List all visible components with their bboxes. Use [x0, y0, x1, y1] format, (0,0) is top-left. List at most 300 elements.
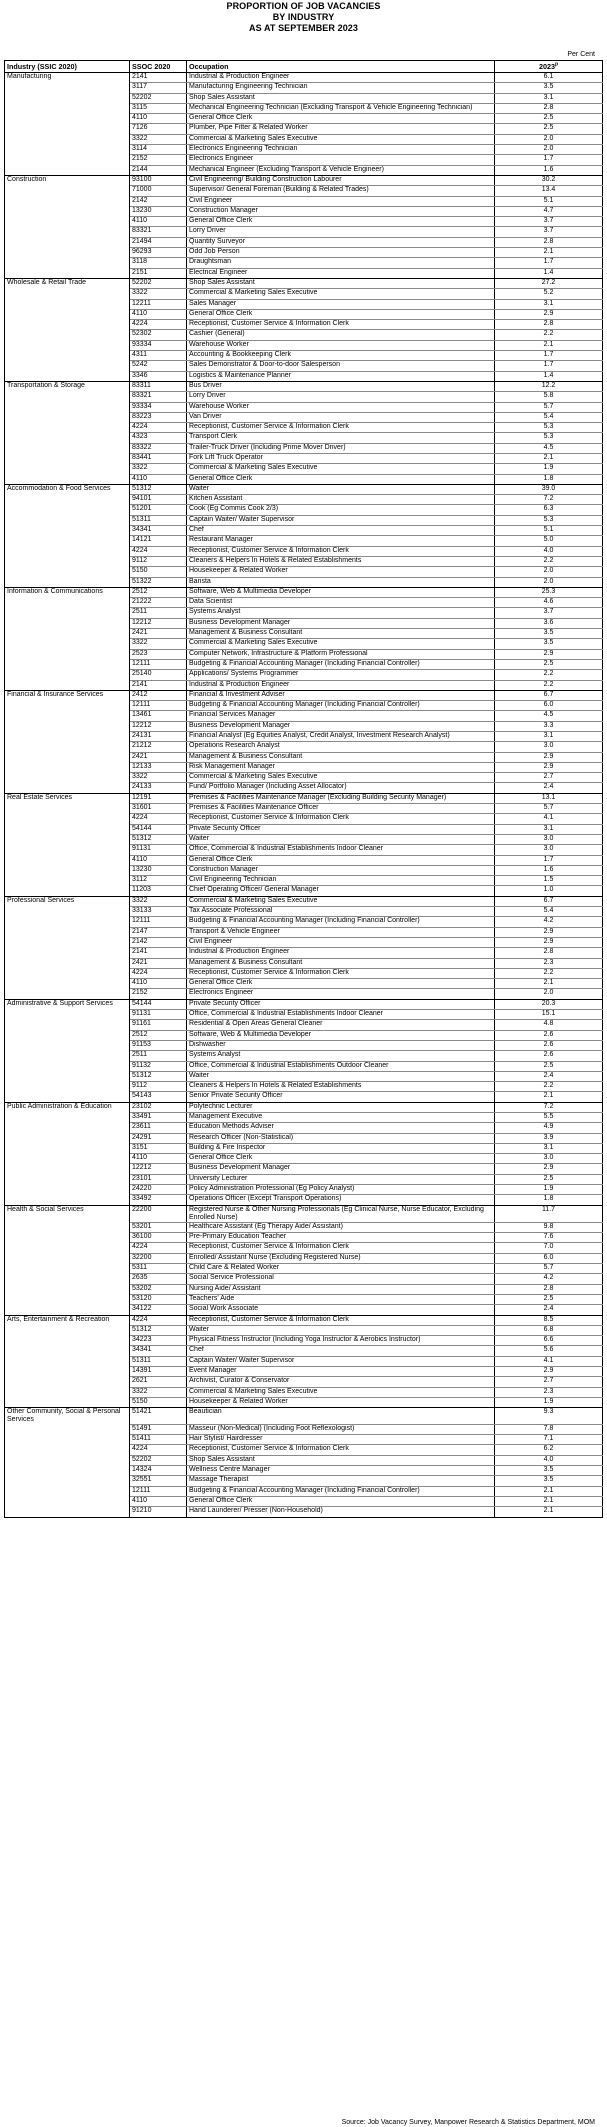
value-cell: 30.2 — [495, 175, 603, 185]
ssoc-cell: 3322 — [130, 289, 187, 299]
ssoc-cell: 32200 — [130, 1253, 187, 1263]
ssoc-cell: 51491 — [130, 1424, 187, 1434]
value-cell: 2.9 — [495, 649, 603, 659]
occupation-cell: Receptionist, Customer Service & Information Clerk — [187, 1315, 495, 1325]
value-cell: 5.6 — [495, 1346, 603, 1356]
value-cell: 2.3 — [495, 958, 603, 968]
table-row — [5, 886, 603, 896]
value-cell: 1.6 — [495, 165, 603, 175]
table-row — [5, 196, 603, 206]
value-cell: 2.5 — [495, 114, 603, 124]
value-cell: 9.3 — [495, 1408, 603, 1425]
industry-cell — [5, 464, 130, 474]
table-row — [5, 752, 603, 762]
ssoc-cell: 4224 — [130, 320, 187, 330]
industry-cell — [5, 1082, 130, 1092]
value-cell: 15.1 — [495, 1010, 603, 1020]
ssoc-cell: 33492 — [130, 1195, 187, 1205]
table-row — [5, 732, 603, 742]
table-row — [5, 515, 603, 525]
industry-cell — [5, 83, 130, 93]
ssoc-cell: 4224 — [130, 423, 187, 433]
table-row — [5, 134, 603, 144]
occupation-cell: Warehouse Worker — [187, 340, 495, 350]
industry-cell — [5, 752, 130, 762]
occupation-cell: Management Executive — [187, 1112, 495, 1122]
table-row — [5, 1195, 603, 1205]
ssoc-cell: 21222 — [130, 598, 187, 608]
value-cell: 2.2 — [495, 968, 603, 978]
value-cell: 3.5 — [495, 629, 603, 639]
industry-cell — [5, 1185, 130, 1195]
ssoc-cell: 2412 — [130, 690, 187, 700]
value-cell: 2.6 — [495, 1030, 603, 1040]
occupation-cell: Commercial & Marketing Sales Executive — [187, 773, 495, 783]
industry-cell — [5, 824, 130, 834]
source-note: Source: Job Vacancy Survey, Manpower Research & Statistics Department, MOM — [341, 2119, 595, 2126]
table-row — [5, 629, 603, 639]
value-cell: 2.9 — [495, 1367, 603, 1377]
value-cell: 4.1 — [495, 1356, 603, 1366]
industry-cell — [5, 556, 130, 566]
table-row — [5, 1174, 603, 1184]
value-cell: 5.1 — [495, 526, 603, 536]
occupation-cell: Civil Engineering Technician — [187, 876, 495, 886]
table-row — [5, 381, 603, 391]
table-row — [5, 1133, 603, 1143]
ssoc-cell: 11203 — [130, 886, 187, 896]
industry-cell — [5, 629, 130, 639]
table-row — [5, 690, 603, 700]
industry-cell — [5, 505, 130, 515]
value-cell: 1.4 — [495, 371, 603, 381]
value-cell: 6.6 — [495, 1336, 603, 1346]
table-row — [5, 124, 603, 134]
ssoc-cell: 2635 — [130, 1274, 187, 1284]
value-cell: 27.2 — [495, 278, 603, 288]
occupation-cell: Receptionist, Customer Service & Information Clerk — [187, 1243, 495, 1253]
value-cell: 2.8 — [495, 320, 603, 330]
table-row — [5, 1325, 603, 1335]
ssoc-cell: 12211 — [130, 299, 187, 309]
value-cell: 2.6 — [495, 1051, 603, 1061]
industry-cell: Construction — [5, 175, 130, 185]
occupation-cell: Management & Business Consultant — [187, 958, 495, 968]
table-row — [5, 351, 603, 361]
value-cell: 4.1 — [495, 814, 603, 824]
industry-cell — [5, 1496, 130, 1506]
table-row — [5, 1455, 603, 1465]
table-row — [5, 1294, 603, 1304]
value-cell: 3.6 — [495, 618, 603, 628]
table-row — [5, 1123, 603, 1133]
value-cell: 3.3 — [495, 721, 603, 731]
industry-cell — [5, 1397, 130, 1407]
value-cell: 3.5 — [495, 639, 603, 649]
occupation-cell: Construction Manager — [187, 865, 495, 875]
table-row — [5, 989, 603, 999]
value-cell: 2.0 — [495, 577, 603, 587]
occupation-cell: Budgeting & Financial Accounting Manager (Including Financial Controller) — [187, 917, 495, 927]
ssoc-cell: 2523 — [130, 649, 187, 659]
industry-cell — [5, 114, 130, 124]
industry-cell — [5, 165, 130, 175]
industry-cell — [5, 103, 130, 113]
industry-cell — [5, 1305, 130, 1315]
table-row — [5, 1496, 603, 1506]
industry-cell — [5, 1367, 130, 1377]
industry-cell — [5, 536, 130, 546]
ssoc-cell: 51411 — [130, 1435, 187, 1445]
industry-cell — [5, 330, 130, 340]
occupation-cell: Barista — [187, 577, 495, 587]
table-row — [5, 299, 603, 309]
value-cell: 5.7 — [495, 402, 603, 412]
occupation-cell: Receptionist, Customer Service & Information Clerk — [187, 968, 495, 978]
ssoc-cell: 21494 — [130, 237, 187, 247]
ssoc-cell: 94101 — [130, 495, 187, 505]
value-cell: 3.9 — [495, 1133, 603, 1143]
ssoc-cell: 83321 — [130, 392, 187, 402]
occupation-cell: Applications/ Systems Programmer — [187, 670, 495, 680]
value-cell: 5.4 — [495, 907, 603, 917]
industry-cell — [5, 546, 130, 556]
occupation-cell: Research Officer (Non-Statistical) — [187, 1133, 495, 1143]
occupation-cell: Social Work Associate — [187, 1305, 495, 1315]
occupation-cell: Commercial & Marketing Sales Executive — [187, 1387, 495, 1397]
value-cell: 5.7 — [495, 804, 603, 814]
occupation-cell: Business Development Manager — [187, 721, 495, 731]
occupation-cell: Industrial & Production Engineer — [187, 73, 495, 83]
industry-cell — [5, 886, 130, 896]
industry-cell — [5, 1455, 130, 1465]
industry-cell — [5, 1020, 130, 1030]
ssoc-cell: 2141 — [130, 948, 187, 958]
ssoc-cell: 83321 — [130, 227, 187, 237]
table-row — [5, 227, 603, 237]
table-row — [5, 361, 603, 371]
industry-cell — [5, 134, 130, 144]
industry-cell — [5, 1325, 130, 1335]
ssoc-cell: 3322 — [130, 896, 187, 906]
occupation-cell: Warehouse Worker — [187, 402, 495, 412]
ssoc-cell: 96293 — [130, 248, 187, 258]
ssoc-cell: 2147 — [130, 927, 187, 937]
industry-cell — [5, 701, 130, 711]
occupation-cell: Healthcare Assistant (Eg Therapy Aide/ Assistant) — [187, 1222, 495, 1232]
industry-cell — [5, 1061, 130, 1071]
table-row — [5, 1253, 603, 1263]
table-row — [5, 608, 603, 618]
ssoc-cell: 2511 — [130, 1051, 187, 1061]
ssoc-cell: 5150 — [130, 1397, 187, 1407]
industry-cell — [5, 1476, 130, 1486]
table-row — [5, 701, 603, 711]
occupation-cell: Receptionist, Customer Service & Information Clerk — [187, 814, 495, 824]
ssoc-cell: 12133 — [130, 762, 187, 772]
table-row — [5, 402, 603, 412]
ssoc-cell: 51312 — [130, 834, 187, 844]
ssoc-cell: 53120 — [130, 1294, 187, 1304]
value-cell: 4.8 — [495, 1020, 603, 1030]
industry-cell — [5, 206, 130, 216]
value-cell: 4.5 — [495, 443, 603, 453]
title-line-1: PROPORTION OF JOB VACANCIES — [226, 1, 381, 11]
occupation-cell: Restaurant Manager — [187, 536, 495, 546]
table-row — [5, 371, 603, 381]
value-cell: 7.2 — [495, 1102, 603, 1112]
occupation-cell: Cook (Eg Commis Cook 2/3) — [187, 505, 495, 515]
industry-cell: Transportation & Storage — [5, 381, 130, 391]
occupation-cell: Commercial & Marketing Sales Executive — [187, 639, 495, 649]
value-cell: 3.0 — [495, 742, 603, 752]
ssoc-cell: 4110 — [130, 1154, 187, 1164]
ssoc-cell: 3117 — [130, 83, 187, 93]
occupation-cell: General Office Clerk — [187, 979, 495, 989]
industry-cell — [5, 1387, 130, 1397]
occupation-cell: Registered Nurse & Other Nursing Professionals (Eg Clinical Nurse, Nurse Educator, Excluding Enrolled Nurse) — [187, 1205, 495, 1222]
ssoc-cell: 3346 — [130, 371, 187, 381]
value-cell: 7.8 — [495, 1424, 603, 1434]
occupation-cell: Sales Demonstrator & Door-to-door Salesperson — [187, 361, 495, 371]
occupation-cell: Office, Commercial & Industrial Establishments Indoor Cleaner — [187, 1010, 495, 1020]
occupation-cell: Private Security Officer — [187, 824, 495, 834]
ssoc-cell: 14324 — [130, 1466, 187, 1476]
value-cell: 3.0 — [495, 834, 603, 844]
occupation-cell: Cashier (General) — [187, 330, 495, 340]
table-row — [5, 1112, 603, 1122]
table-row — [5, 999, 603, 1009]
industry-cell — [5, 1174, 130, 1184]
value-cell: 5.3 — [495, 515, 603, 525]
ssoc-cell: 23611 — [130, 1123, 187, 1133]
table-row — [5, 1284, 603, 1294]
industry-cell — [5, 1274, 130, 1284]
industry-cell — [5, 217, 130, 227]
ssoc-cell: 54143 — [130, 1092, 187, 1102]
value-cell: 2.1 — [495, 1496, 603, 1506]
table-row — [5, 268, 603, 278]
table-row — [5, 556, 603, 566]
occupation-cell: Nursing Aide/ Assistant — [187, 1284, 495, 1294]
value-cell: 4.7 — [495, 206, 603, 216]
occupation-cell: Commercial & Marketing Sales Executive — [187, 896, 495, 906]
table-row — [5, 536, 603, 546]
table-row — [5, 1397, 603, 1407]
table-row — [5, 1071, 603, 1081]
occupation-cell: Office, Commercial & Industrial Establishments Indoor Cleaner — [187, 845, 495, 855]
ssoc-cell: 4224 — [130, 968, 187, 978]
occupation-cell: Office, Commercial & Industrial Establishments Outdoor Cleaner — [187, 1061, 495, 1071]
occupation-cell: Systems Analyst — [187, 1051, 495, 1061]
occupation-cell: Financial Services Manager — [187, 711, 495, 721]
occupation-cell: Senior Private Security Officer — [187, 1092, 495, 1102]
table-row — [5, 979, 603, 989]
value-cell: 3.1 — [495, 1143, 603, 1153]
occupation-cell: Management & Business Consultant — [187, 629, 495, 639]
industry-cell — [5, 227, 130, 237]
industry-cell — [5, 670, 130, 680]
value-cell: 2.4 — [495, 1305, 603, 1315]
industry-cell: Accommodation & Food Services — [5, 484, 130, 494]
ssoc-cell: 4110 — [130, 1496, 187, 1506]
table-row — [5, 834, 603, 844]
ssoc-cell: 23101 — [130, 1174, 187, 1184]
industry-cell — [5, 1424, 130, 1434]
table-row — [5, 927, 603, 937]
table-row — [5, 453, 603, 463]
table-row — [5, 73, 603, 83]
industry-cell — [5, 320, 130, 330]
ssoc-cell: 4224 — [130, 546, 187, 556]
value-cell: 5.4 — [495, 412, 603, 422]
ssoc-cell: 3322 — [130, 773, 187, 783]
occupation-cell: Massage Therapist — [187, 1476, 495, 1486]
value-cell: 2.2 — [495, 330, 603, 340]
occupation-cell: Trailer-Truck Driver (Including Prime Mover Driver) — [187, 443, 495, 453]
table-row — [5, 526, 603, 536]
table-row — [5, 248, 603, 258]
value-cell: 4.5 — [495, 711, 603, 721]
industry-cell — [5, 93, 130, 103]
ssoc-cell: 2142 — [130, 937, 187, 947]
industry-cell — [5, 1143, 130, 1153]
occupation-cell: General Office Clerk — [187, 474, 495, 484]
ssoc-cell: 52202 — [130, 1455, 187, 1465]
value-cell: 4.2 — [495, 1274, 603, 1284]
ssoc-cell: 3151 — [130, 1143, 187, 1153]
value-cell: 6.7 — [495, 690, 603, 700]
occupation-cell: Software, Web & Multimedia Developer — [187, 587, 495, 597]
table-row — [5, 711, 603, 721]
occupation-cell: Premises & Facilities Maintenance Manager (Excluding Building Security Manager) — [187, 793, 495, 803]
industry-cell: Wholesale & Retail Trade — [5, 278, 130, 288]
value-cell: 4.0 — [495, 1455, 603, 1465]
industry-cell — [5, 402, 130, 412]
value-cell: 39.0 — [495, 484, 603, 494]
occupation-cell: Social Service Professional — [187, 1274, 495, 1284]
occupation-cell: General Office Clerk — [187, 114, 495, 124]
industry-cell: Public Administration & Education — [5, 1102, 130, 1112]
value-cell: 2.9 — [495, 762, 603, 772]
occupation-cell: Commercial & Marketing Sales Executive — [187, 464, 495, 474]
value-cell: 1.9 — [495, 1185, 603, 1195]
occupation-cell: Budgeting & Financial Accounting Manager (Including Financial Controller) — [187, 701, 495, 711]
value-cell: 2.2 — [495, 556, 603, 566]
value-cell: 9.8 — [495, 1222, 603, 1232]
industry-cell — [5, 124, 130, 134]
table-row — [5, 1020, 603, 1030]
occupation-cell: Lorry Driver — [187, 392, 495, 402]
industry-cell — [5, 968, 130, 978]
ssoc-cell: 4224 — [130, 814, 187, 824]
value-cell: 2.9 — [495, 937, 603, 947]
value-cell: 2.1 — [495, 1507, 603, 1517]
header-year — [495, 61, 603, 73]
value-cell: 2.2 — [495, 1082, 603, 1092]
value-cell: 6.0 — [495, 1253, 603, 1263]
ssoc-cell: 5242 — [130, 361, 187, 371]
table-row — [5, 680, 603, 690]
table-row — [5, 103, 603, 113]
value-cell: 4.2 — [495, 917, 603, 927]
ssoc-cell: 83223 — [130, 412, 187, 422]
occupation-cell: Risk Management Manager — [187, 762, 495, 772]
industry-cell — [5, 649, 130, 659]
value-cell: 5.3 — [495, 433, 603, 443]
value-cell: 3.1 — [495, 299, 603, 309]
occupation-cell: Chef — [187, 1346, 495, 1356]
table-row — [5, 443, 603, 453]
occupation-cell: Waiter — [187, 1071, 495, 1081]
value-cell: 5.5 — [495, 1112, 603, 1122]
table-row — [5, 1233, 603, 1243]
occupation-cell: Electrical Engineer — [187, 268, 495, 278]
table-row — [5, 824, 603, 834]
table-row — [5, 845, 603, 855]
ssoc-cell: 24220 — [130, 1185, 187, 1195]
ssoc-cell: 51311 — [130, 515, 187, 525]
value-cell: 3.5 — [495, 83, 603, 93]
value-cell: 1.9 — [495, 464, 603, 474]
industry-cell — [5, 299, 130, 309]
industry-cell — [5, 618, 130, 628]
occupation-cell: Shop Sales Assistant — [187, 278, 495, 288]
value-cell: 3.5 — [495, 1476, 603, 1486]
table-row — [5, 618, 603, 628]
table-row — [5, 1486, 603, 1496]
occupation-cell: Fund/ Portfolio Manager (Including Asset Allocator) — [187, 783, 495, 793]
occupation-cell: Housekeeper & Related Worker — [187, 1397, 495, 1407]
industry-cell — [5, 937, 130, 947]
occupation-cell: Mechanical Engineer (Excluding Transport & Vehicle Engineer) — [187, 165, 495, 175]
ssoc-cell: 3118 — [130, 258, 187, 268]
occupation-cell: Waiter — [187, 484, 495, 494]
value-cell: 2.4 — [495, 1071, 603, 1081]
industry-cell: Arts, Entertainment & Recreation — [5, 1315, 130, 1325]
value-cell: 2.8 — [495, 948, 603, 958]
ssoc-cell: 4224 — [130, 1315, 187, 1325]
occupation-cell: Receptionist, Customer Service & Information Clerk — [187, 423, 495, 433]
occupation-cell: General Office Clerk — [187, 217, 495, 227]
value-cell: 2.1 — [495, 340, 603, 350]
industry-cell — [5, 927, 130, 937]
table-row — [5, 289, 603, 299]
industry-cell — [5, 412, 130, 422]
ssoc-cell: 7126 — [130, 124, 187, 134]
table-row — [5, 1082, 603, 1092]
ssoc-cell: 12212 — [130, 1164, 187, 1174]
occupation-cell: Transport Clerk — [187, 433, 495, 443]
table-row — [5, 330, 603, 340]
industry-cell — [5, 608, 130, 618]
table-row — [5, 217, 603, 227]
value-cell: 3.0 — [495, 1154, 603, 1164]
occupation-cell: Civil Engineer — [187, 937, 495, 947]
table-row — [5, 1377, 603, 1387]
value-cell: 5.0 — [495, 536, 603, 546]
ssoc-cell: 93100 — [130, 175, 187, 185]
value-cell: 2.1 — [495, 248, 603, 258]
industry-cell — [5, 1154, 130, 1164]
occupation-cell: Chief Operating Officer/ General Manager — [187, 886, 495, 896]
occupation-cell: Data Scientist — [187, 598, 495, 608]
industry-cell — [5, 474, 130, 484]
occupation-cell: Pre-Primary Education Teacher — [187, 1233, 495, 1243]
industry-cell — [5, 1486, 130, 1496]
industry-cell — [5, 1346, 130, 1356]
industry-cell — [5, 340, 130, 350]
